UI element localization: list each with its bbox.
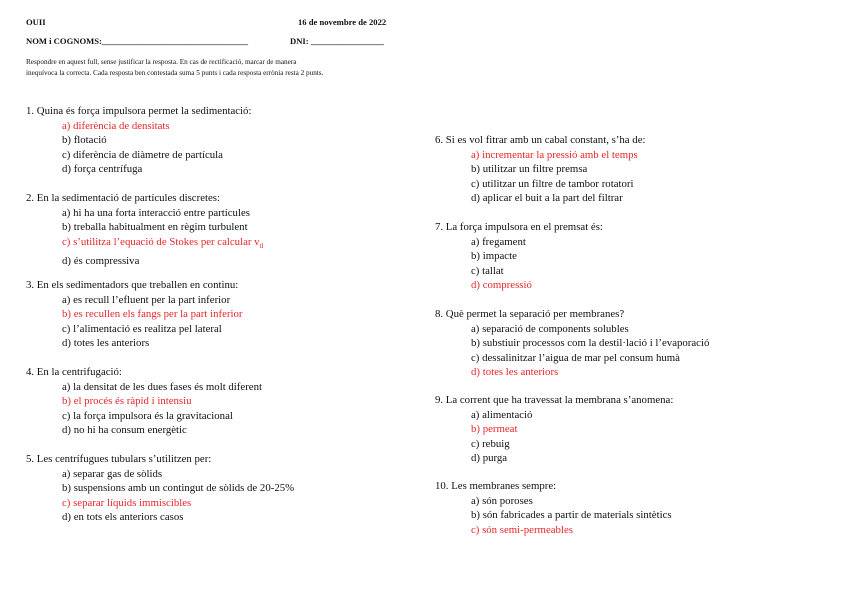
answer-option: c) l’alimentació es realitza pel lateral: [62, 322, 222, 335]
answer-option: c) rebuig: [471, 437, 510, 450]
question-stem: 6. Si es vol fitrar amb un cabal constant, s’ha de:: [435, 134, 646, 146]
answer-option: a) separar gas de sòlids: [62, 467, 163, 480]
answer-option: c) diferència de diàmetre de partícula: [62, 148, 223, 161]
question-10: [435, 479, 672, 537]
correct-answer-option: b) permeat: [471, 423, 518, 436]
answer-option: c) tallat: [471, 264, 504, 277]
answer-option: a) la densitat de les dues fases és molt diferent: [62, 380, 262, 393]
correct-answer-option: b) es recullen els fangs per la part inferior: [62, 308, 243, 321]
instruction-line: Respondre en aquest full, sense justificar la resposta. En cas de rectificació, marcar de manera: [26, 58, 297, 66]
answer-option: b) són fabricades a partir de materials sintètics: [471, 509, 672, 522]
velocity-subscript: tl: [259, 241, 264, 250]
instruction-line: inequívoca la correcta. Cada resposta ben contestada suma 5 punts i cada resposta errònia resta 2 punts.: [26, 69, 324, 77]
answer-option: c) dessalinitzar l’aigua de mar pel consum humà: [471, 351, 680, 364]
correct-answer-option: d) compressió: [471, 279, 532, 292]
answer-option: d) totes les anteriors: [62, 337, 150, 350]
question-3: [26, 278, 242, 351]
question-1: [26, 104, 251, 177]
correct-answer-option: b) el procés és ràpid i intensiu: [62, 395, 192, 408]
answer-option: d) aplicar el buit a la part del filtrar: [471, 192, 623, 205]
correct-answer-option: a) diferència de densitats: [62, 119, 170, 132]
answer-option: d) en tots els anteriors casos: [62, 511, 184, 524]
correct-answer-option: a) incrementar la pressió amb el temps: [471, 148, 638, 161]
question-2: [26, 191, 263, 268]
answer-option: a) fregament: [471, 235, 526, 248]
answer-option: d) força centrífuga: [62, 163, 143, 176]
answer-option: d) no hi ha consum energètic: [62, 424, 187, 437]
question-stem: 5. Les centrífugues tubulars s’utilitzen per:: [26, 453, 212, 465]
question-stem: 4. En la centrifugació:: [26, 366, 122, 378]
correct-answer-option: [26, 235, 263, 254]
answer-option: a) separació de components solubles: [471, 322, 629, 335]
answer-option: c) la força impulsora és la gravitacional: [62, 409, 233, 422]
answer-option-text: c) s’utilitza l’equació de Stokes per calcular v: [62, 235, 260, 248]
question-stem: 1. Quina és força impulsora permet la sedimentació:: [26, 105, 252, 117]
question-stem: 8. Què permet la separació per membranes?: [435, 308, 625, 320]
answer-option: c) utilitzar un filtre de tambor rotatori: [471, 177, 634, 190]
question-8: [435, 307, 709, 380]
answer-option: a) es recull l’efluent per la part inferior: [62, 293, 231, 306]
question-stem: 9. La corrent que ha travessat la membrana s’anomena:: [435, 394, 674, 406]
question-stem: 10. Les membranes sempre:: [435, 480, 557, 492]
answer-option: b) substiuir processos com la destil·lació i l’evaporació: [471, 337, 710, 350]
answer-option: a) alimentació: [471, 408, 533, 421]
exam-date: 16 de novembre de 2022: [298, 17, 387, 27]
instructions: [26, 57, 410, 79]
answer-option: b) suspensions amb un contingut de sòlids de 20-25%: [62, 482, 295, 495]
answer-option: b) treballa habitualment en règim turbulent: [62, 221, 248, 234]
question-4: [26, 365, 262, 438]
answer-option: b) impacte: [471, 250, 517, 263]
correct-answer-option: c) són semi-permeables: [471, 523, 573, 536]
answer-option: d) és compressiva: [62, 254, 140, 267]
question-stem: 2. En la sedimentació de partícules discretes:: [26, 192, 220, 204]
answer-option: a) són poroses: [471, 494, 533, 507]
name-field-label: NOM i COGNOMS:__________________________________: [26, 36, 248, 46]
question-6: [435, 133, 645, 206]
question-7: [435, 220, 603, 293]
course-code: OUII: [26, 17, 46, 27]
answer-option: d) purga: [471, 452, 508, 465]
question-9: [435, 393, 673, 466]
question-stem: 7. La força impulsora en el premsat és:: [435, 221, 603, 233]
correct-answer-option: c) separar líquids immiscibles: [62, 496, 192, 509]
question-stem: 3. En els sedimentadors que treballen en continu:: [26, 279, 239, 291]
correct-answer-option: d) totes les anteriors: [471, 366, 559, 379]
answer-option: a) hi ha una forta interacció entre partícules: [62, 206, 250, 219]
question-5: [26, 452, 294, 525]
answer-option: b) flotació: [62, 134, 107, 147]
answer-option: b) utilitzar un filtre premsa: [471, 163, 588, 176]
dni-field-label: DNI: _________________: [290, 36, 384, 46]
